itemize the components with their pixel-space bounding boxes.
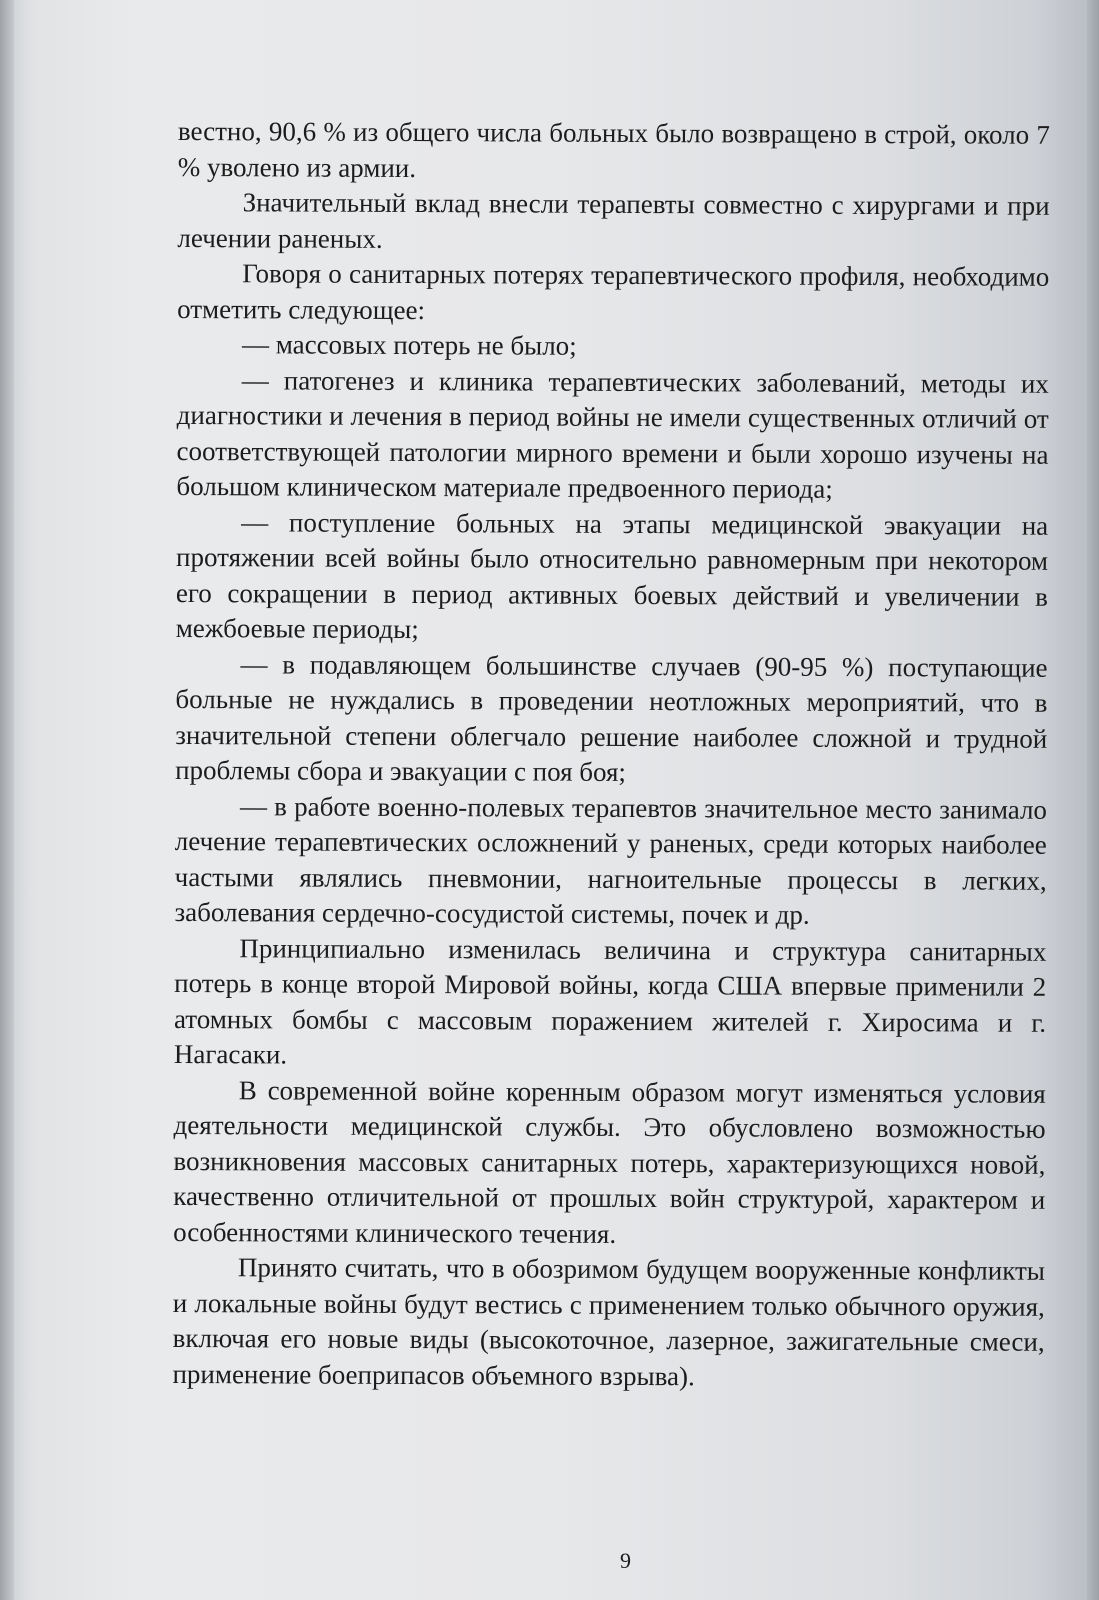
list-item: — в работе военно-полевых терапевтов значительное место занимало лечение терапевтических осложнений у раненых, среди которых наиболее частыми являлись пневмонии, нагноительные процессы в легких, заболевания сердечно-сосудистой системы, почек и др.	[174, 790, 1048, 930]
page-right-edge	[1087, 0, 1099, 1600]
body-text	[172, 114, 1050, 1396]
list-item: — массовых потерь не было;	[241, 329, 577, 361]
page-number: 9	[620, 1548, 631, 1573]
list-item: — патогенез и клиника терапевтических заболеваний, методы их диагностики и лечения в период войны не имели существенных отличий от соответствующей патологии мирного времени и были хорошо изучены на большом клиническом материале предвоенного периода;	[176, 364, 1049, 504]
paragraph: В современной войне коренным образом могут изменяться условия деятельности медицинской службы. Это обусловлено возможностью возникновения массовых санитарных потерь, характеризующихся новой, качественно отличительной от прошлых войн структурой, характером и особенностями клинического течения.	[173, 1074, 1046, 1249]
list-item: — поступление больных на этапы медицинской эвакуации на протяжении всей войны было относительно равномерным при некотором его сокращении в период активных боевых действий и увеличении в межбоевые периоды;	[175, 506, 1049, 645]
paragraph: Значительный вклад внесли терапевты совместно с хирургами и при лечении раненых.	[177, 187, 1050, 254]
page-left-edge	[0, 0, 14, 1600]
paragraph: Принято считать, что в обозримом будущем вооруженные конфликты и локальные войны будут вестись с применением только обычного оружия, включая его новые виды (высокоточное, лазерное, зажигательные смеси, применение боеприпасов объемного взрыва).	[172, 1252, 1046, 1391]
list-item: — в подавляющем большинстве случаев (90-95 %) поступающие больные не нуждались в проведении неотложных мероприятий, что в значительной степени облегчало решение наиболее сложной и трудной проблемы сбора и эвакуации с поя боя;	[175, 648, 1048, 787]
paragraph: Принципиально изменилась величина и структура санитарных потерь в конце второй Мировой войны, когда США впервые применили 2 атомных бомбы с массовым поражением жителей г. Хиросима и г. Нагасаки.	[173, 932, 1047, 1070]
paragraph: Говоря о санитарных потерях терапевтического профиля, необходимо отметить следующее:	[177, 258, 1050, 325]
paragraph: вестно, 90,6 % из общего числа больных было возвращено в строй, около 7 % уволено из армии.	[177, 115, 1050, 183]
